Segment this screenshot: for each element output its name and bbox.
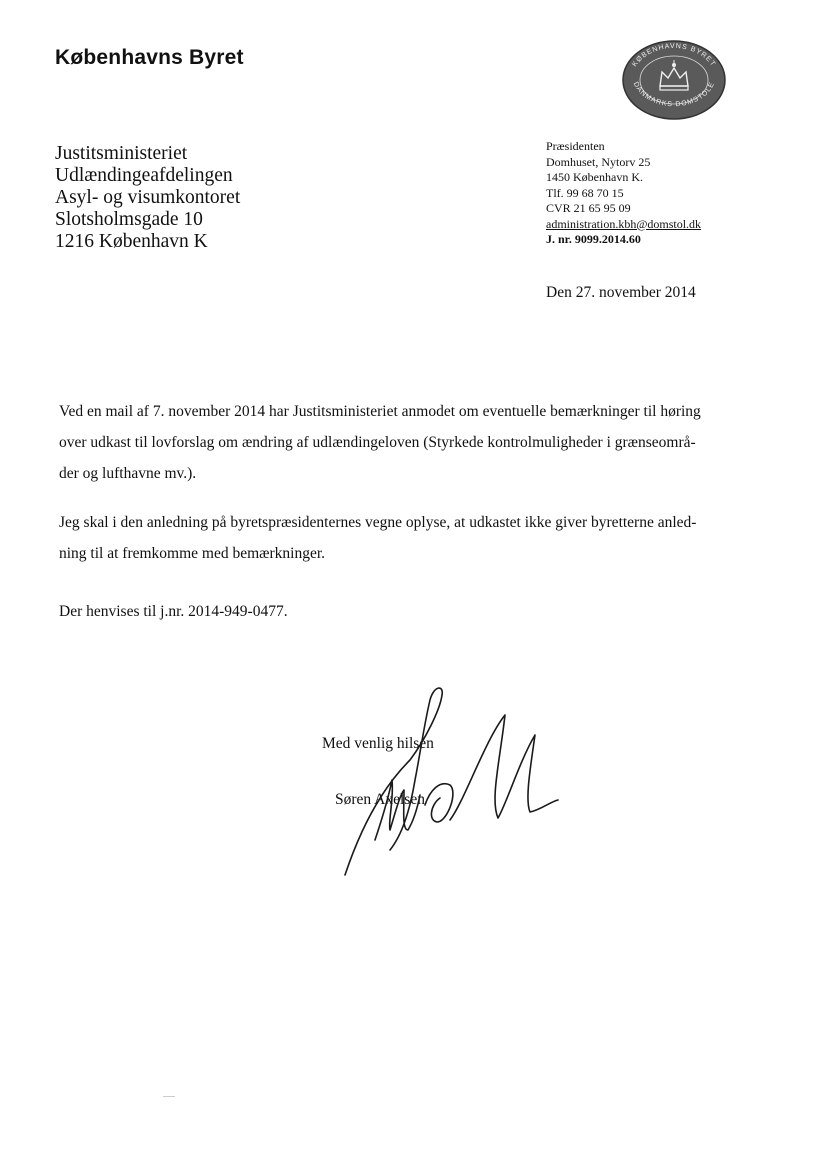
body-paragraph-2 [59,507,729,569]
sender-phone: Tlf. 99 68 70 15 [546,185,624,200]
paragraph-line: ning til at fremkomme med bemærkninger. [59,545,326,562]
seal-text-top: KØBENHAVNS BYRET [631,42,717,69]
scan-artifact [163,1096,175,1097]
body-paragraph-1 [59,396,729,489]
sender-block [546,139,701,248]
recipient-address [55,143,240,253]
recipient-line: Slotsholmsgade 10 [55,209,203,230]
recipient-line: 1216 København K [55,231,208,252]
recipient-line: Asyl- og visumkontoret [55,187,241,208]
closing-greeting: Med venlig hilsen [322,735,434,752]
paragraph-line: Der henvises til j.nr. 2014-949-0477. [59,603,288,620]
paragraph-line: Ved en mail af 7. november 2014 har Justitsministeriet anmodet om eventuelle bemærkninger til høring [59,403,701,420]
seal-text-bottom: DANMARKS DOMSTOLE [631,80,717,109]
paragraph-line: Jeg skal i den anledning på byretspræsidenternes vegne oplyse, at udkastet ikke giver byretterne anled- [59,514,697,531]
recipient-line: Justitsministeriet [55,143,188,164]
sender-cvr: CVR 21 65 95 09 [546,201,631,215]
sender-email-link[interactable]: administration.kbh@domstol.dk [546,216,702,231]
sender-address-line1: Domhuset, Nytorv 25 [546,154,651,169]
recipient-line: Udlændingeafdelingen [55,165,233,186]
letter-date: Den 27. november 2014 [546,284,696,301]
signer-name: Søren Axelsen [335,791,425,808]
handwritten-signature [330,680,570,880]
court-seal-icon [620,38,728,122]
body-paragraph-3 [59,596,729,627]
sender-title: Præsidenten [546,139,605,153]
court-name: Københavns Byret [55,46,244,69]
sender-address-line2: 1450 København K. [546,170,643,184]
paragraph-line: der og lufthavne mv.). [59,465,197,482]
journal-number: J. nr. 9099.2014.60 [546,232,641,246]
paragraph-line: over udkast til lovforslag om ændring af udlændingeloven (Styrkede kontrolmuligheder i grænseområ- [59,434,696,451]
